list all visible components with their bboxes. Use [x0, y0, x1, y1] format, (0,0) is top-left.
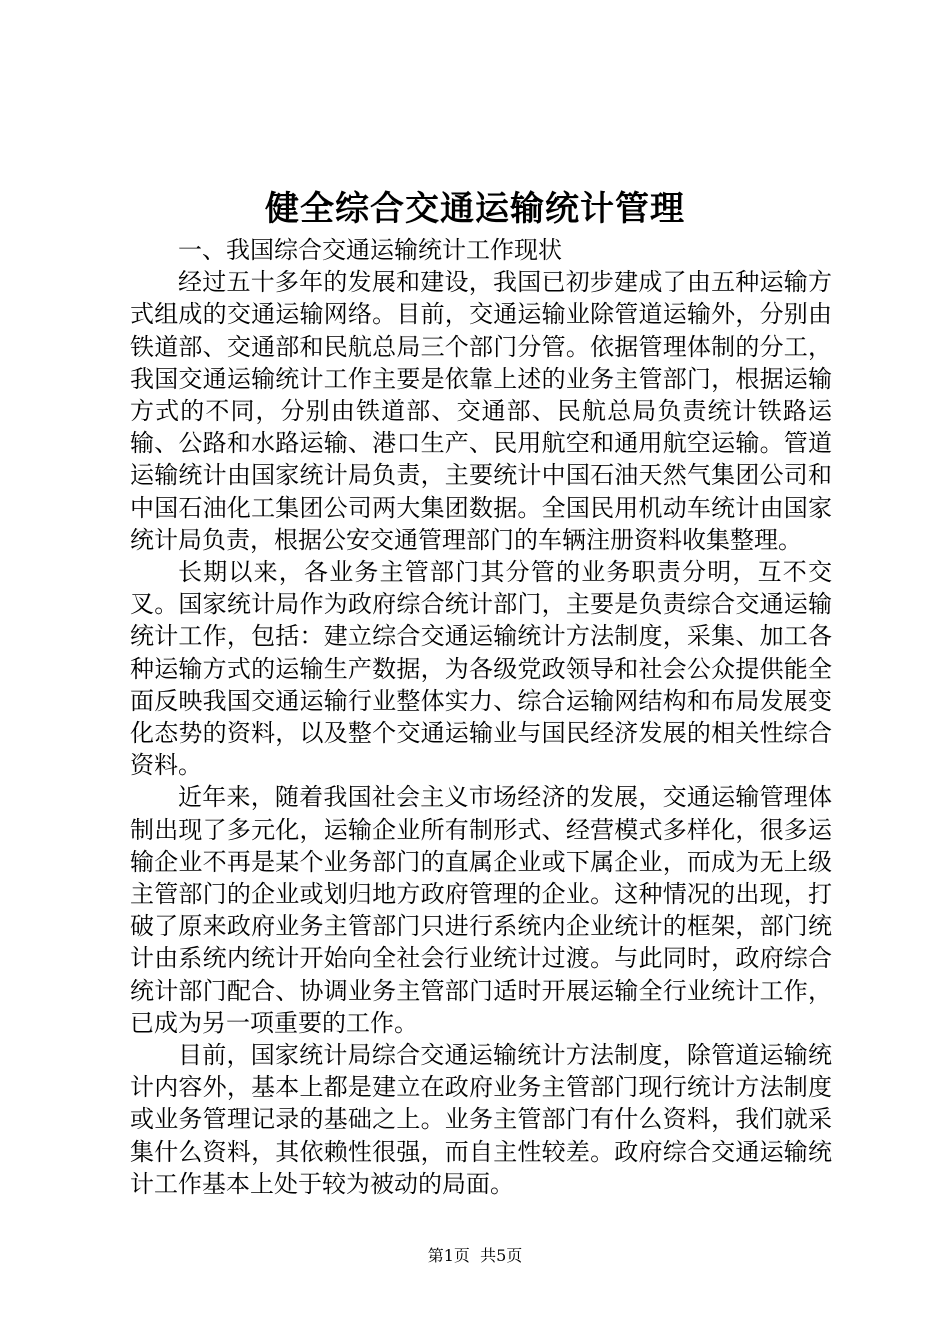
section-heading: 一、我国综合交通运输统计工作现状: [178, 236, 562, 264]
paragraph-3: 近年来，随着我国社会主义市场经济的发展，交通运输管理体制出现了多元化，运输企业所有制形式、经营模式多样化，很多运输企业不再是某个业务部门的直属企业或下属企业，而成为无上级主管部门的企业或划归地方政府管理的企业。这种情况的出现，打破了原来政府业务主管部门只进行系统内企业统计的框架，部门统计由系统内统计开始向全社会行业统计过渡。与此同时，政府综合统计部门配合、协调业务主管部门适时开展运输全行业统计工作，已成为另一项重要的工作。: [130, 783, 832, 1037]
document-title: 健全综合交通运输统计管理: [265, 189, 685, 229]
page-number: 第1页: [427, 1246, 470, 1265]
paragraph-4: 目前，国家统计局综合交通运输统计方法制度，除管道运输统计内容外，基本上都是建立在政府业务主管部门现行统计方法制度或业务管理记录的基础之上。业务主管部门有什么资料，我们就采集什么资料，其依赖性很强，而自主性较差。政府综合交通运输统计工作基本上处于较为被动的局面。: [130, 1041, 832, 1198]
paragraph-2: 长期以来，各业务主管部门其分管的业务职责分明，互不交叉。国家统计局作为政府综合统计部门，主要是负责综合交通运输统计工作，包括：建立综合交通运输统计方法制度，采集、加工各种运输方式的运输生产数据，为各级党政领导和社会公众提供能全面反映我国交通运输行业整体实力、综合运输网结构和布局发展变化态势的资料，以及整个交通运输业与国民经济发展的相关性综合资料。: [130, 558, 832, 780]
paragraph-1: 经过五十多年的发展和建设，我国已初步建成了由五种运输方式组成的交通运输网络。目前，交通运输业除管道运输外，分别由铁道部、交通部和民航总局三个部门分管。依据管理体制的分工，我国交通运输统计工作主要是依靠上述的业务主管部门，根据运输方式的不同，分别由铁道部、交通部、民航总局负责统计铁路运输、公路和水路运输、港口生产、民用航空和通用航空运输。管道运输统计由国家统计局负责，主要统计中国石油天然气集团公司和中国石油化工集团公司两大集团数据。全国民用机动车统计由国家统计局负责，根据公安交通管理部门的车辆注册资料收集整理。: [130, 268, 832, 554]
footer-separator: [470, 1246, 480, 1265]
page-footer: [0, 1244, 950, 1268]
document-body: [130, 234, 832, 1200]
page-total: 共5页: [480, 1246, 523, 1265]
